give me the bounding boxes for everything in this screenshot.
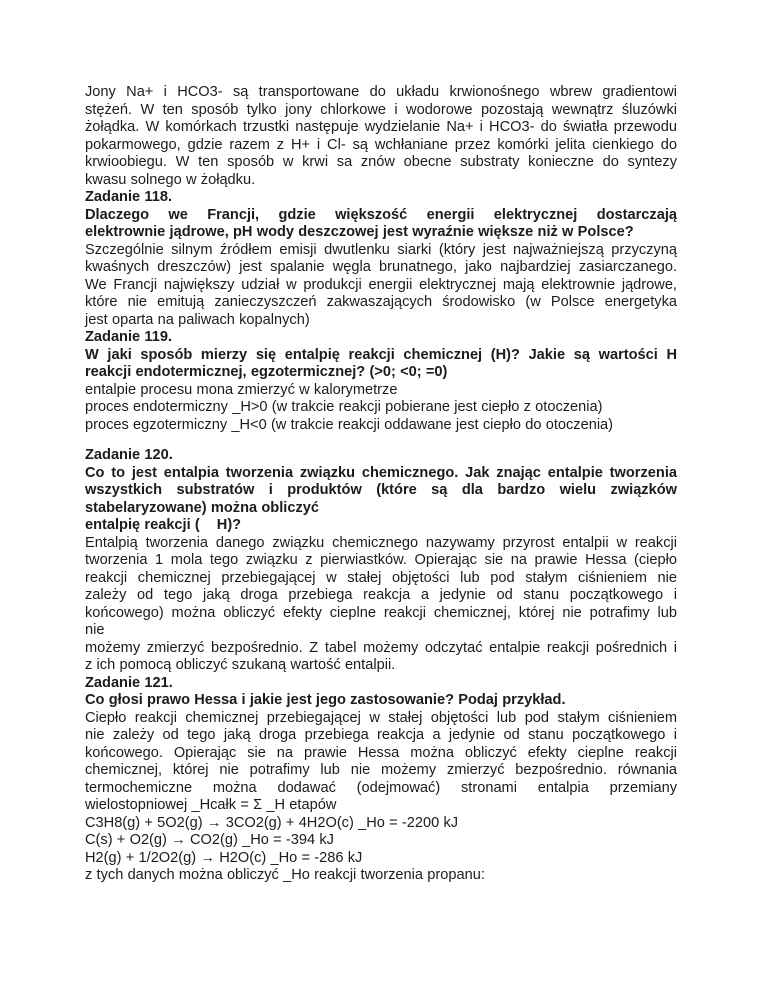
document-line: Zadanie 121. — [85, 674, 173, 691]
document-line: H2(g) + 1/2O2(g) → H2O(c) _Ho = -286 kJ — [85, 849, 363, 866]
document-line: W jaki sposób mierzy się entalpię reakcji chemicznej (H)? Jakie są wartości H — [85, 346, 677, 363]
document-line: Entalpią tworzenia danego związku chemicznego nazywamy przyrost entalpii w reakcji — [85, 534, 677, 551]
document-line: Ciepło reakcji chemicznej przebiegającej w stałej objętości lub pod stałym ciśnieniem — [85, 709, 677, 726]
document-line: We Francji największy udział w produkcji energii elektrycznej mają elektrownie jądrowe, — [85, 276, 677, 293]
document-line: stabelaryzowane) można obliczyć — [85, 499, 319, 516]
document-line: Zadanie 119. — [85, 329, 172, 345]
document-line: proces endotermiczny _H>0 (w trakcie reakcji pobierane jest ciepło z otoczenia) — [85, 399, 603, 415]
document-line: nie zależy od tego jaką droga przebiega reakcja a jedynie od stanu początkowego i — [85, 727, 677, 743]
document-line: wielostopniowej _Hcałk = Σ _H etapów — [85, 797, 337, 813]
document-line: Zadanie 120. — [85, 447, 173, 463]
document-line: C3H8(g) + 5O2(g) → 3CO2(g) + 4H2O(c) _Ho = -2200 kJ — [85, 814, 459, 831]
document-line: pokarmowego, gdzie razem z H+ i Cl- są wchłaniane przez komórki jelita cienkiego do — [85, 136, 677, 153]
document-line: końcowego) można obliczyć efekty cieplne reakcji chemicznej, której nie potrafimy lub — [85, 604, 677, 621]
document-line: Dlaczego we Francji, gdzie większość energii elektrycznej dostarczają — [85, 206, 677, 223]
document-line: możemy zmierzyć bezpośrednio. Z tabel możemy odczytać entalpie reakcji pośrednich i — [85, 639, 677, 656]
document-line: Jony Na+ i HCO3- są transportowane do układu krwionośnego wbrew gradientowi — [85, 84, 677, 100]
document-line: tworzenia 1 mola tego związku z pierwiastków. Opierając sie na prawie Hessa (ciepło — [85, 552, 677, 568]
document-line: reakcji endotermicznej, egzotermicznej? (>0; <0; =0) — [85, 364, 448, 380]
document-line: jest oparta na paliwach kopalnych) — [85, 311, 310, 328]
document-line: końcowego. Opierając sie na prawie Hessa można obliczyć efekty cieplne reakcji — [85, 744, 677, 761]
document-line: z ich pomocą obliczyć szukaną wartość entalpii. — [85, 657, 396, 673]
document-line: termochemiczne można dodawać (odejmować) stronami entalpia przemiany — [85, 779, 677, 796]
document-line: Szczególnie silnym źródłem emisji dwutlenku siarki (który jest najważniejszą przyczyną — [85, 241, 677, 258]
document-line: kwasu solnego w żołądku. — [85, 171, 256, 188]
document-line: Co to jest entalpia tworzenia związku chemicznego. Jak znając entalpie tworzenia — [85, 464, 677, 481]
document-line: reakcji chemicznej przebiegającej w stałej objętości lub pod stałym ciśnieniem nie — [85, 569, 677, 586]
document-line: zależy od tego jaką droga przebiega reakcja a jedynie od stanu początkowego i — [85, 587, 677, 603]
document-text-body — [85, 84, 677, 885]
document-line: proces egzotermiczny _H<0 (w trakcie reakcji oddawane jest ciepło do otoczenia) — [85, 416, 614, 433]
document-line: elektrownie jądrowe, pH wody deszczowej jest wyraźnie większe niż w Polsce? — [85, 224, 634, 240]
document-line: entalpię reakcji ( H)? — [85, 517, 242, 533]
document-line: żołądka. W komórkach trzustki następuje wydzielanie Na+ i HCO3- do światła przewodu — [85, 119, 677, 135]
document-line: entalpie procesu mona zmierzyć w kalorymetrze — [85, 381, 398, 398]
document-line: Zadanie 118. — [85, 189, 172, 205]
document-line: C(s) + O2(g) → CO2(g) _Ho = -394 kJ — [85, 832, 334, 848]
document-line: z tych danych można obliczyć _Ho reakcji tworzenia propanu: — [85, 867, 485, 883]
document-line: stężeń. W ten sposób tylko jony chlorkowe i wodorowe pozostają wewnątrz śluzówki — [85, 101, 677, 118]
document-line: wszystkich substratów i produktów (które są dla bardzo wielu związków — [85, 482, 677, 498]
document-line: Co głosi prawo Hessa i jakie jest jego zastosowanie? Podaj przykład. — [85, 692, 566, 708]
document-line: które nie emitują zanieczyszczeń zakwaszających środowisko (w Polsce energetyka — [85, 294, 677, 310]
document-line: krwioobiegu. W ten sposób w krwi sa znów obecne substraty konieczne do syntezy — [85, 154, 677, 170]
document-line: chemicznej, której nie potrafimy lub nie możemy zmierzyć bezpośrednio. równania — [85, 762, 677, 778]
blank-line — [85, 434, 677, 447]
document-line: kwaśnych dreszczów) jest spalanie węgla brunatnego, jako najbardziej zasiarczanego. — [85, 259, 677, 275]
document-line: nie — [85, 622, 105, 638]
